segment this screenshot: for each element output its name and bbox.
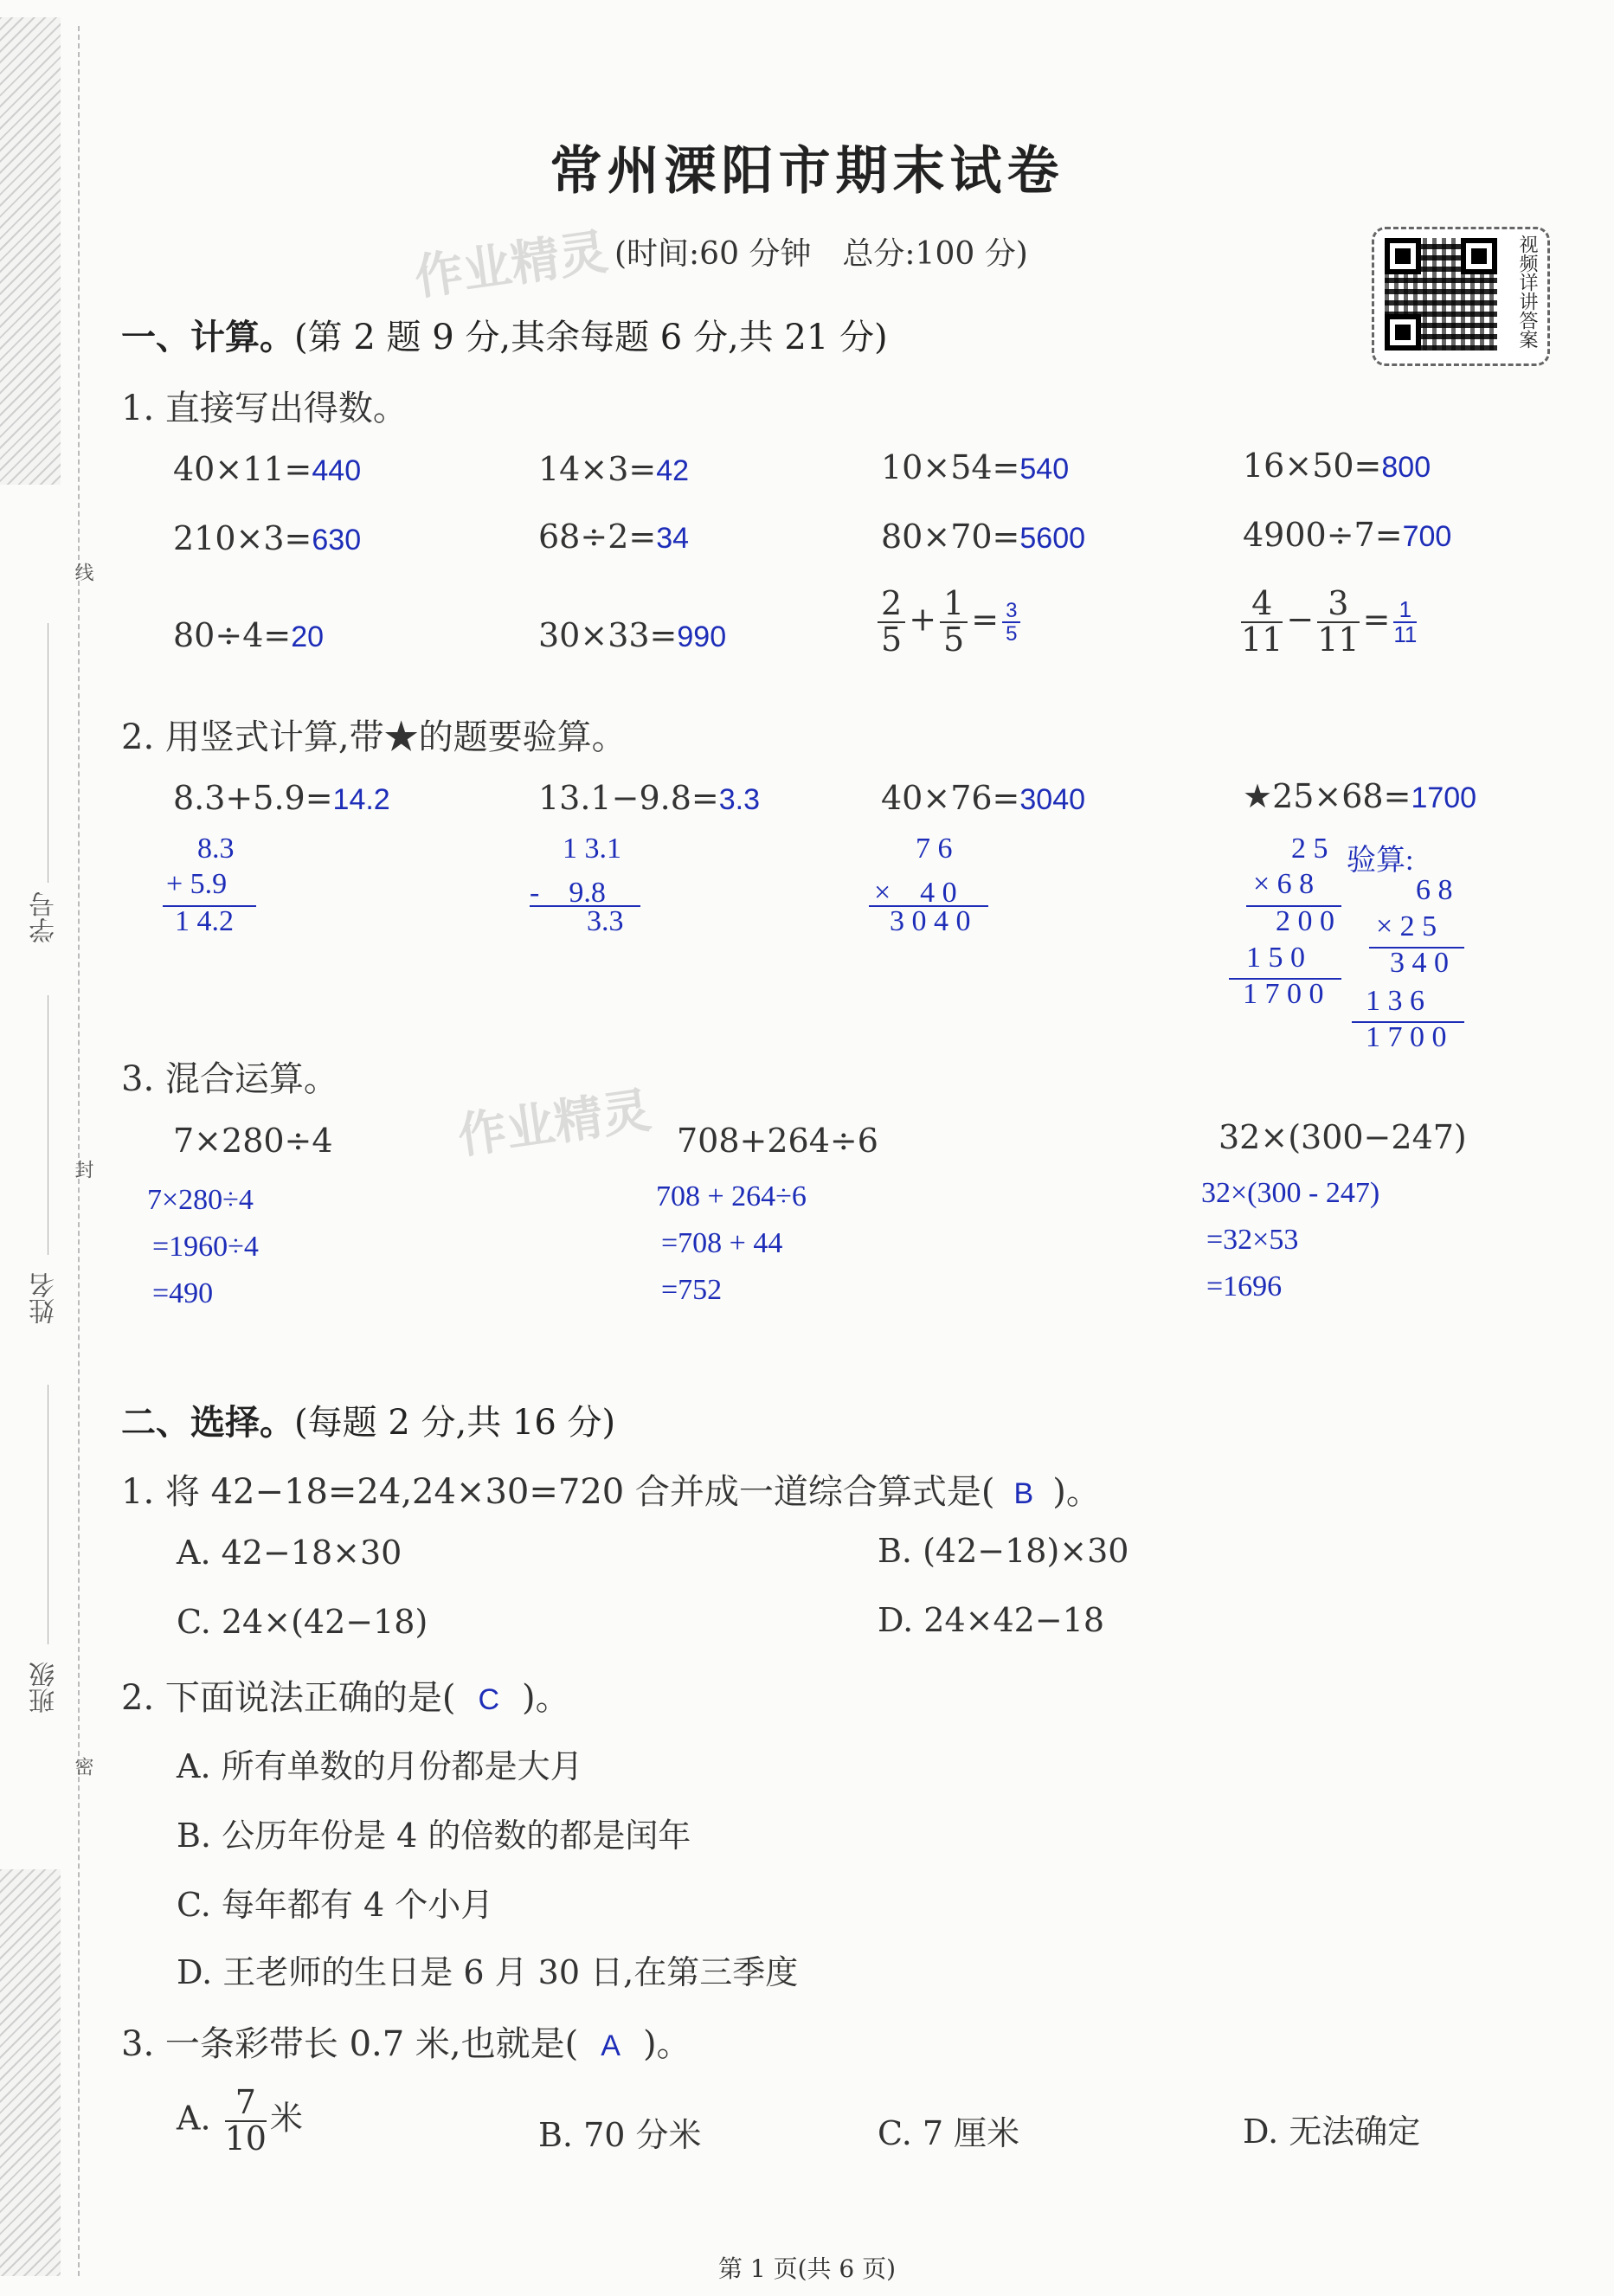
s2-q2-answer: C bbox=[478, 1683, 500, 1716]
q2-work4-line2: × 6 8 bbox=[1253, 868, 1315, 900]
q3-step-2-1: 708 + 264÷6 bbox=[656, 1180, 807, 1212]
sidebar-dense-mark: 密 bbox=[72, 1757, 93, 1776]
section1-label: 一、计算。 bbox=[121, 317, 294, 357]
q2-answer-4: 1700 bbox=[1411, 781, 1477, 814]
s2-q2-option-c: C. 每年都有 4 个小月 bbox=[177, 1886, 494, 1924]
s2-q1-option-b: B. (42−18)×30 bbox=[878, 1532, 1129, 1570]
q2-answer-2: 3.3 bbox=[718, 783, 760, 816]
q3-expr-2: 708+264÷6 bbox=[677, 1122, 878, 1160]
q2-check-result: 1 7 0 0 bbox=[1366, 1021, 1447, 1053]
q2-answer-3: 3040 bbox=[1019, 783, 1086, 816]
sidebar-name-label: 姓名 bbox=[29, 1272, 60, 1324]
s2-q2-stem: 2. 下面说法正确的是( C )。 bbox=[121, 1678, 570, 1718]
s2-q2-option-d: D. 王老师的生日是 6 月 30 日,在第三季度 bbox=[177, 1953, 799, 1991]
q1-fraction-sum: $\frac{2}{5}$ + $\frac{1}{5}$ = $\frac{3}{5}$ bbox=[874, 587, 1024, 658]
q1-answer-9: 20 bbox=[291, 621, 325, 653]
watermark-text-2: 作业精灵 bbox=[454, 1082, 655, 1166]
margin-hatch-top bbox=[0, 17, 61, 485]
sidebar-seal-mark: 封 bbox=[72, 1160, 93, 1179]
qr-finder-tl bbox=[1385, 238, 1421, 274]
q3-label: 3. 混合运算。 bbox=[121, 1059, 338, 1099]
q1-item-10: 30×33=990 bbox=[538, 616, 727, 654]
q1-item-6: 68÷2=34 bbox=[538, 518, 690, 556]
q3-expr-3: 32×(300−247) bbox=[1219, 1118, 1467, 1156]
q2-work4-result: 1 7 0 0 bbox=[1243, 978, 1324, 1010]
q3-step-2-3: =752 bbox=[661, 1274, 723, 1306]
s2-q1-option-d: D. 24×42−18 bbox=[878, 1601, 1105, 1639]
watermark-text: 作业精灵 bbox=[411, 223, 612, 307]
q1-answer-3: 540 bbox=[1019, 453, 1070, 486]
s2-q1-stem: 1. 将 42−18=24,24×30=720 合并成一道综合算式是( B )。 bbox=[121, 1472, 1101, 1512]
q1-item-9: 80÷4=20 bbox=[173, 616, 325, 654]
q2-work3-result: 3 0 4 0 bbox=[890, 905, 971, 937]
q1-item-1: 40×11=440 bbox=[173, 450, 362, 488]
q2-check-line3: 3 4 0 bbox=[1390, 947, 1449, 979]
q2-item-4: ★25×68=1700 bbox=[1243, 777, 1477, 815]
q2-work2-rule bbox=[530, 905, 640, 907]
q1-fraction-answer-2: $\frac{1}{11}$ bbox=[1393, 595, 1418, 647]
q3-step-1-3: =490 bbox=[152, 1277, 214, 1309]
section2-points: (每题 2 分,共 16 分) bbox=[294, 1403, 616, 1443]
q3-step-1-2: =1960÷4 bbox=[152, 1231, 259, 1263]
q2-check-line2: × 2 5 bbox=[1376, 910, 1437, 942]
q1-item-8: 4900÷7=700 bbox=[1243, 516, 1452, 554]
s2-q3-option-c: C. 7 厘米 bbox=[878, 2114, 1020, 2152]
s2-q3-answer: A bbox=[601, 2029, 621, 2062]
q3-step-3-1: 32×(300 - 247) bbox=[1201, 1177, 1380, 1209]
q2-work4-line1: 2 5 bbox=[1291, 833, 1328, 865]
q2-item-3: 40×76=3040 bbox=[881, 779, 1086, 817]
q1-item-5: 210×3=630 bbox=[173, 519, 362, 557]
page-title: 常州溧阳市期末试卷 bbox=[550, 141, 1064, 202]
q2-work4-line3: 2 0 0 bbox=[1276, 905, 1334, 937]
section1-points: (第 2 题 9 分,其余每题 6 分,共 21 分) bbox=[294, 318, 888, 357]
q1-item-7: 80×70=5600 bbox=[881, 518, 1086, 556]
q3-step-3-3: =1696 bbox=[1206, 1270, 1283, 1302]
q1-answer-7: 5600 bbox=[1019, 522, 1086, 555]
q2-work1-line2: + 5.9 bbox=[166, 868, 228, 900]
q2-check-line4: 1 3 6 bbox=[1366, 985, 1424, 1017]
q2-work2-line1: 1 3.1 bbox=[563, 833, 621, 865]
q1-answer-8: 700 bbox=[1402, 520, 1452, 553]
q2-check-line1: 6 8 bbox=[1416, 874, 1453, 906]
q2-work4-line4: 1 5 0 bbox=[1246, 942, 1305, 974]
q3-step-3-2: =32×53 bbox=[1206, 1224, 1299, 1256]
sidebar-class-label: 班级 bbox=[29, 1662, 60, 1714]
q2-work3-line2: × 4 0 bbox=[874, 877, 957, 909]
s2-q3-option-b: B. 70 分米 bbox=[538, 2116, 702, 2154]
q1-answer-10: 990 bbox=[677, 621, 727, 653]
q1-item-2: 14×3=42 bbox=[538, 450, 690, 488]
s2-q1-answer: B bbox=[1013, 1477, 1034, 1510]
q1-answer-4: 800 bbox=[1381, 451, 1431, 484]
q2-item-1: 8.3+5.9=14.2 bbox=[173, 779, 390, 817]
q3-step-1-1: 7×280÷4 bbox=[147, 1184, 254, 1216]
q2-work2-line2: - 9.8 bbox=[530, 877, 606, 909]
q3-expr-1: 7×280÷4 bbox=[173, 1122, 333, 1160]
s2-q3-stem: 3. 一条彩带长 0.7 米,也就是( A )。 bbox=[121, 2024, 691, 2064]
q2-check-label: 验算: bbox=[1347, 845, 1414, 877]
q1-item-3: 10×54=540 bbox=[881, 448, 1070, 486]
q2-item-2: 13.1−9.8=3.3 bbox=[538, 779, 760, 817]
qr-finder-tr bbox=[1461, 238, 1497, 274]
margin-hatch-bottom bbox=[0, 1869, 61, 2276]
q1-fraction-diff: $\frac{4}{11}$ − $\frac{3}{11}$ = $\frac{1}{11}$ bbox=[1241, 584, 1418, 659]
q1-answer-1: 440 bbox=[312, 454, 362, 487]
q1-item-4: 16×50=800 bbox=[1243, 447, 1431, 485]
q1-answer-5: 630 bbox=[312, 524, 362, 556]
s2-q1-option-c: C. 24×(42−18) bbox=[177, 1603, 428, 1641]
section2-label: 二、选择。 bbox=[121, 1402, 294, 1443]
q1-fraction-answer-1: $\frac{3}{5}$ bbox=[1002, 600, 1020, 645]
s2-q3-option-a: A. $\frac{7}{10}$ 米 bbox=[177, 2083, 303, 2158]
s2-q1-option-a: A. 42−18×30 bbox=[177, 1534, 402, 1572]
q2-work3-line1: 7 6 bbox=[916, 833, 953, 865]
s2-q2-option-b: B. 公历年份是 4 的倍数的都是闰年 bbox=[177, 1817, 691, 1855]
exam-time-score: (时间:60 分钟 总分:100 分) bbox=[614, 236, 1028, 272]
q1-answer-2: 42 bbox=[656, 454, 690, 487]
sidebar-line-mark: 线 bbox=[72, 563, 93, 582]
s2-q3-option-d: D. 无法确定 bbox=[1243, 2113, 1421, 2151]
q2-work2-result: 3.3 bbox=[587, 905, 624, 937]
sidebar-student-id-label: 学号 bbox=[29, 891, 60, 943]
s2-q2-option-a: A. 所有单数的月份都是大月 bbox=[177, 1747, 583, 1785]
q1-label: 1. 直接写出得数。 bbox=[121, 389, 408, 428]
q1-answer-6: 34 bbox=[656, 522, 690, 555]
page-number: 第 1 页(共 6 页) bbox=[717, 2254, 897, 2283]
q3-step-2-2: =708 + 44 bbox=[661, 1227, 783, 1259]
qr-code[interactable] bbox=[1372, 227, 1550, 366]
binding-dashed-line bbox=[78, 26, 80, 2276]
q2-work1-line1: 8.3 bbox=[197, 833, 235, 865]
qr-finder-bl bbox=[1385, 314, 1421, 351]
section1-heading bbox=[121, 310, 888, 359]
qr-label: 视频详讲答案 bbox=[1516, 235, 1538, 349]
section2-heading bbox=[121, 1395, 615, 1444]
q2-work1-result: 1 4.2 bbox=[175, 905, 234, 937]
q2-label: 2. 用竖式计算,带★的题要验算。 bbox=[121, 717, 627, 757]
q2-answer-1: 14.2 bbox=[332, 783, 390, 816]
